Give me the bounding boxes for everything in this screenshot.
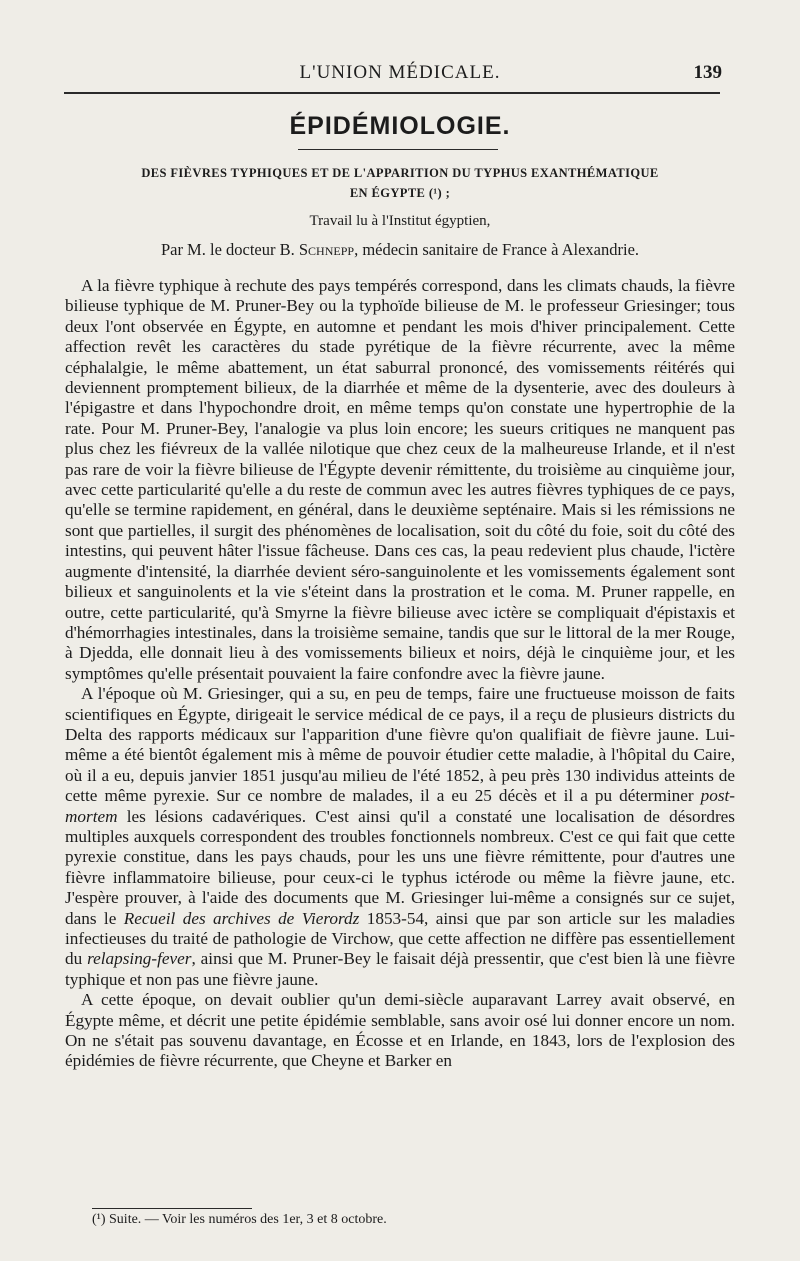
author-byline: [0, 240, 800, 260]
body-paragraph: [65, 276, 735, 684]
read-at-line: Travail lu à l'Institut égyptien,: [309, 213, 491, 229]
page-number: 139: [693, 62, 722, 83]
author-name: Schnepp: [298, 240, 355, 259]
text-run: A l'époque où M. Griesinger, qui a su, en peu de temps, faire une fructueuse moisson de faits scientifiques en Égypte, dirigeait le service médical de ce pays, il a reçu de plusieurs districts du Delta des rapports médicaux sur l'apparition d'une fièvre qu'on qualifiait de fièvre jaune. Lui-même a été bientôt également mis à même de pouvoir étudier cette maladie, à l'hôpital du Caire, où il a eu, depuis janvier 1851 jusqu'au milieu de l'été 1852, à peu près 130 individus atteints de cette même pyrexie. Sur ce nombre de malades, il a eu 25 décès et il a pu déterminer: [65, 684, 735, 806]
italic-phrase: post-mortem: [65, 786, 735, 826]
article-title-line-2: EN ÉGYPTE (¹) ;: [349, 186, 451, 200]
article-title-line-1: DES FIÈVRES TYPHIQUES ET DE L'APPARITION DU TYPHUS EXANTHÉMATIQUE: [141, 166, 659, 180]
text-run: A cette époque, on devait oublier qu'un demi-siècle auparavant Larrey avait observé, en Égypte même, et décrit une petite épidémie semblable, sans avoir osé lui donner encore un nom. On ne s'était pas souvenu davantage, en Écosse et en Irlande, en 1843, lors de l'explosion des épidémies de fièvre récurrente, que Cheyne et Barker en: [65, 990, 735, 1071]
text-run: , ainsi que M. Pruner-Bey le faisait déjà pressentir, que c'est bien là une fièvre typhique et non pas une fièvre jaune.: [65, 949, 736, 989]
section-title-rule: [298, 149, 498, 150]
section-title: ÉPIDÉMIOLOGIE.: [289, 112, 511, 140]
header-rule: [64, 92, 720, 94]
body-paragraph: [65, 684, 735, 990]
article-body: [65, 276, 735, 1072]
text-run: les lésions cadavériques. C'est ainsi qu'il a constaté une localisation de désordres multiples auxquels correspondent des troubles fonctionnels nombreux. C'est ce qui fait que cette pyrexie constitue, dans les pays chauds, pour les uns une fièvre rémittente, pour d'autres une fièvre inflammatoire bilieuse, pour ceux-ci le typhus ictérode ou même la fièvre jaune, etc. J'espère prouver, à l'aide des documents que M. Griesinger lui-même a consignés sur ce sujet, dans le: [65, 806, 735, 928]
footnote: (¹) Suite. — Voir les numéros des 1er, 3 et 8 octobre.: [92, 1212, 387, 1227]
italic-phrase: Recueil des archives de Vierordz: [123, 908, 360, 928]
byline-prefix: Par M. le docteur B.: [160, 240, 295, 259]
running-head: [60, 62, 740, 86]
text-run: A la fièvre typhique à rechute des pays tempérés correspond, dans les climats chauds, la fièvre bilieuse typhique de M. Pruner-Bey ou la typhoïde bilieuse de M. le professeur Griesinger; tous deux l'ont observée en Égypte, en automne et pendant les mois d'hiver principalement. Cette affection revêt les caractères du stade pyrétique de la fièvre récurrente, avec la même céphalalgie, le même abattement, un état saburral prononcé, des vomissements réitérés qui deviennent promptement bilieux, de la diarrhée et même de la dysenterie, avec des douleurs à l'épigastre et dans l'hypochondre droit, en même temps qu'on constate une hypertrophie de la rate. Pour M. Pruner-Bey, l'analogie va plus loin encore; les sueurs critiques ne manquent pas plus chez les fiévreux de la vallée nilotique que chez ceux de la malheureuse Irlande, et il n'est pas rare de voir la fièvre bilieuse de l'Égypte devenir rémittente, du troisième au cinquième jour, avec cette particularité qu'elle a du reste de commun avec les autres fièvres typhiques de ce pays, qu'elle se termine rapidement, en général, dans le deuxième septénaire. Mais si les rémissions ne sont que partielles, il surgit des phénomènes de localisation, soit du côté du foie, soit du côté des intestins, qui peuvent hâter l'issue fâcheuse. Dans ces cas, la peau redevient plus chaude, l'ictère augmente d'intensité, la diarrhée devient séro-sanguinolente et les vomissements également sont bilieux et sanguinolents et la vie s'éteint dans la prostration et le coma. M. Pruner rappelle, en outre, cette particularité, qu'à Smyrne la fièvre bilieuse avec ictère se compliquait d'épistaxis et d'hémorrhagies intestinales, dans la troisième semaine, tandis que sur le littoral de la mer Rouge, à Djedda, elle donnait lieu à des vomissements bilieux et noirs, déjà le cinquième jour, et les symptômes qu'elle présentait pouvaient la faire confondre avec la fièvre jaune.: [65, 276, 735, 683]
italic-phrase: relapsing-fever: [87, 949, 192, 969]
footnote-rule: [92, 1208, 252, 1209]
byline-suffix: , médecin sanitaire de France à Alexandrie.: [354, 240, 640, 259]
text-run: 1853-54, ainsi que par son article sur les maladies infectieuses du traité de pathologie de Virchow, que cette affection ne diffère pas essentiellement du: [65, 908, 735, 969]
body-paragraph: [65, 990, 735, 1072]
running-title: L'UNION MÉDICALE.: [299, 62, 501, 83]
